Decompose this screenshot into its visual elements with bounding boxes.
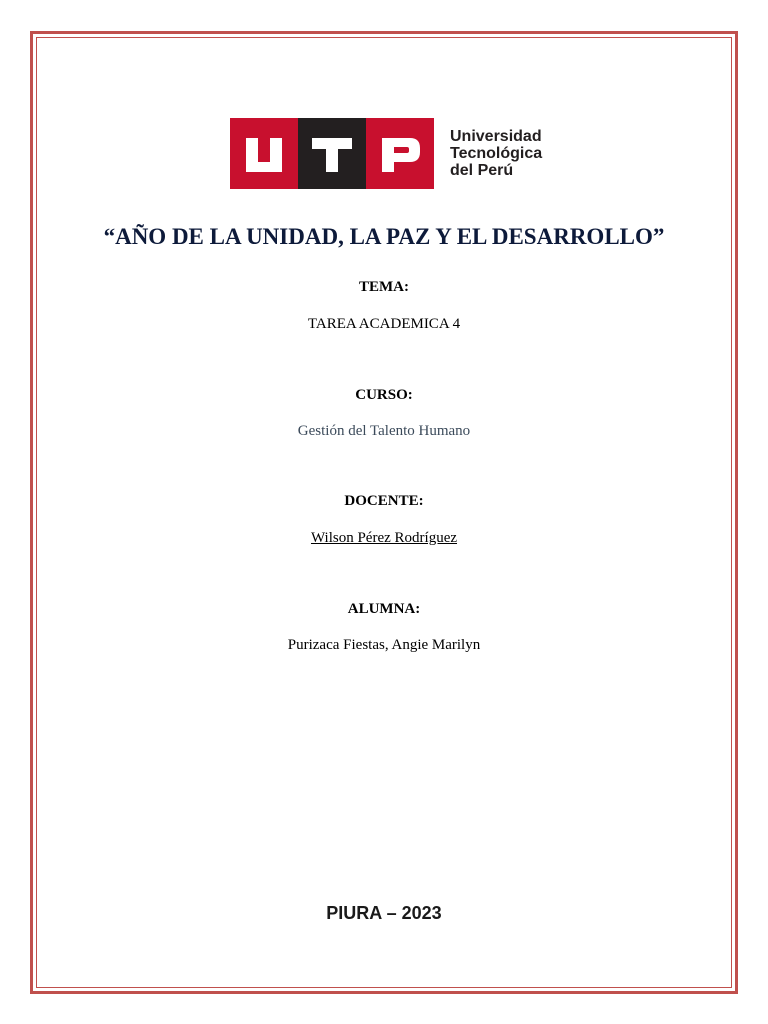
docente-label: DOCENTE:	[344, 493, 424, 509]
utp-logo	[230, 118, 542, 189]
tema-label: TEMA:	[359, 279, 409, 295]
logo-name-line-1: Universidad	[450, 128, 542, 145]
place-year-footer: PIURA – 2023	[326, 903, 442, 923]
year-motto: “AÑO DE LA UNIDAD, LA PAZ Y EL DESARROLLO”	[103, 224, 665, 249]
logo-letter-u	[230, 118, 298, 189]
docente-name: Wilson Pérez Rodríguez	[310, 530, 458, 546]
logo-letter-p	[366, 118, 434, 189]
docente-value	[0, 530, 768, 547]
logo-letter-t	[298, 118, 366, 189]
alumna-value: Purizaca Fiestas, Angie Marilyn	[287, 637, 481, 653]
logo-name-line-2: Tecnológica	[450, 145, 543, 162]
logo-letter-t-block	[298, 118, 366, 189]
alumna-label: ALUMNA:	[347, 601, 421, 617]
curso-value: Gestión del Talento Humano	[297, 423, 471, 439]
logo-university-name	[450, 128, 542, 179]
logo-name-line-3: del Perú	[450, 162, 514, 179]
curso-label: CURSO:	[355, 387, 413, 403]
logo-letter-p-block	[366, 118, 434, 189]
tema-value: TAREA ACADEMICA 4	[307, 316, 461, 332]
logo-letter-u-block	[230, 118, 298, 189]
